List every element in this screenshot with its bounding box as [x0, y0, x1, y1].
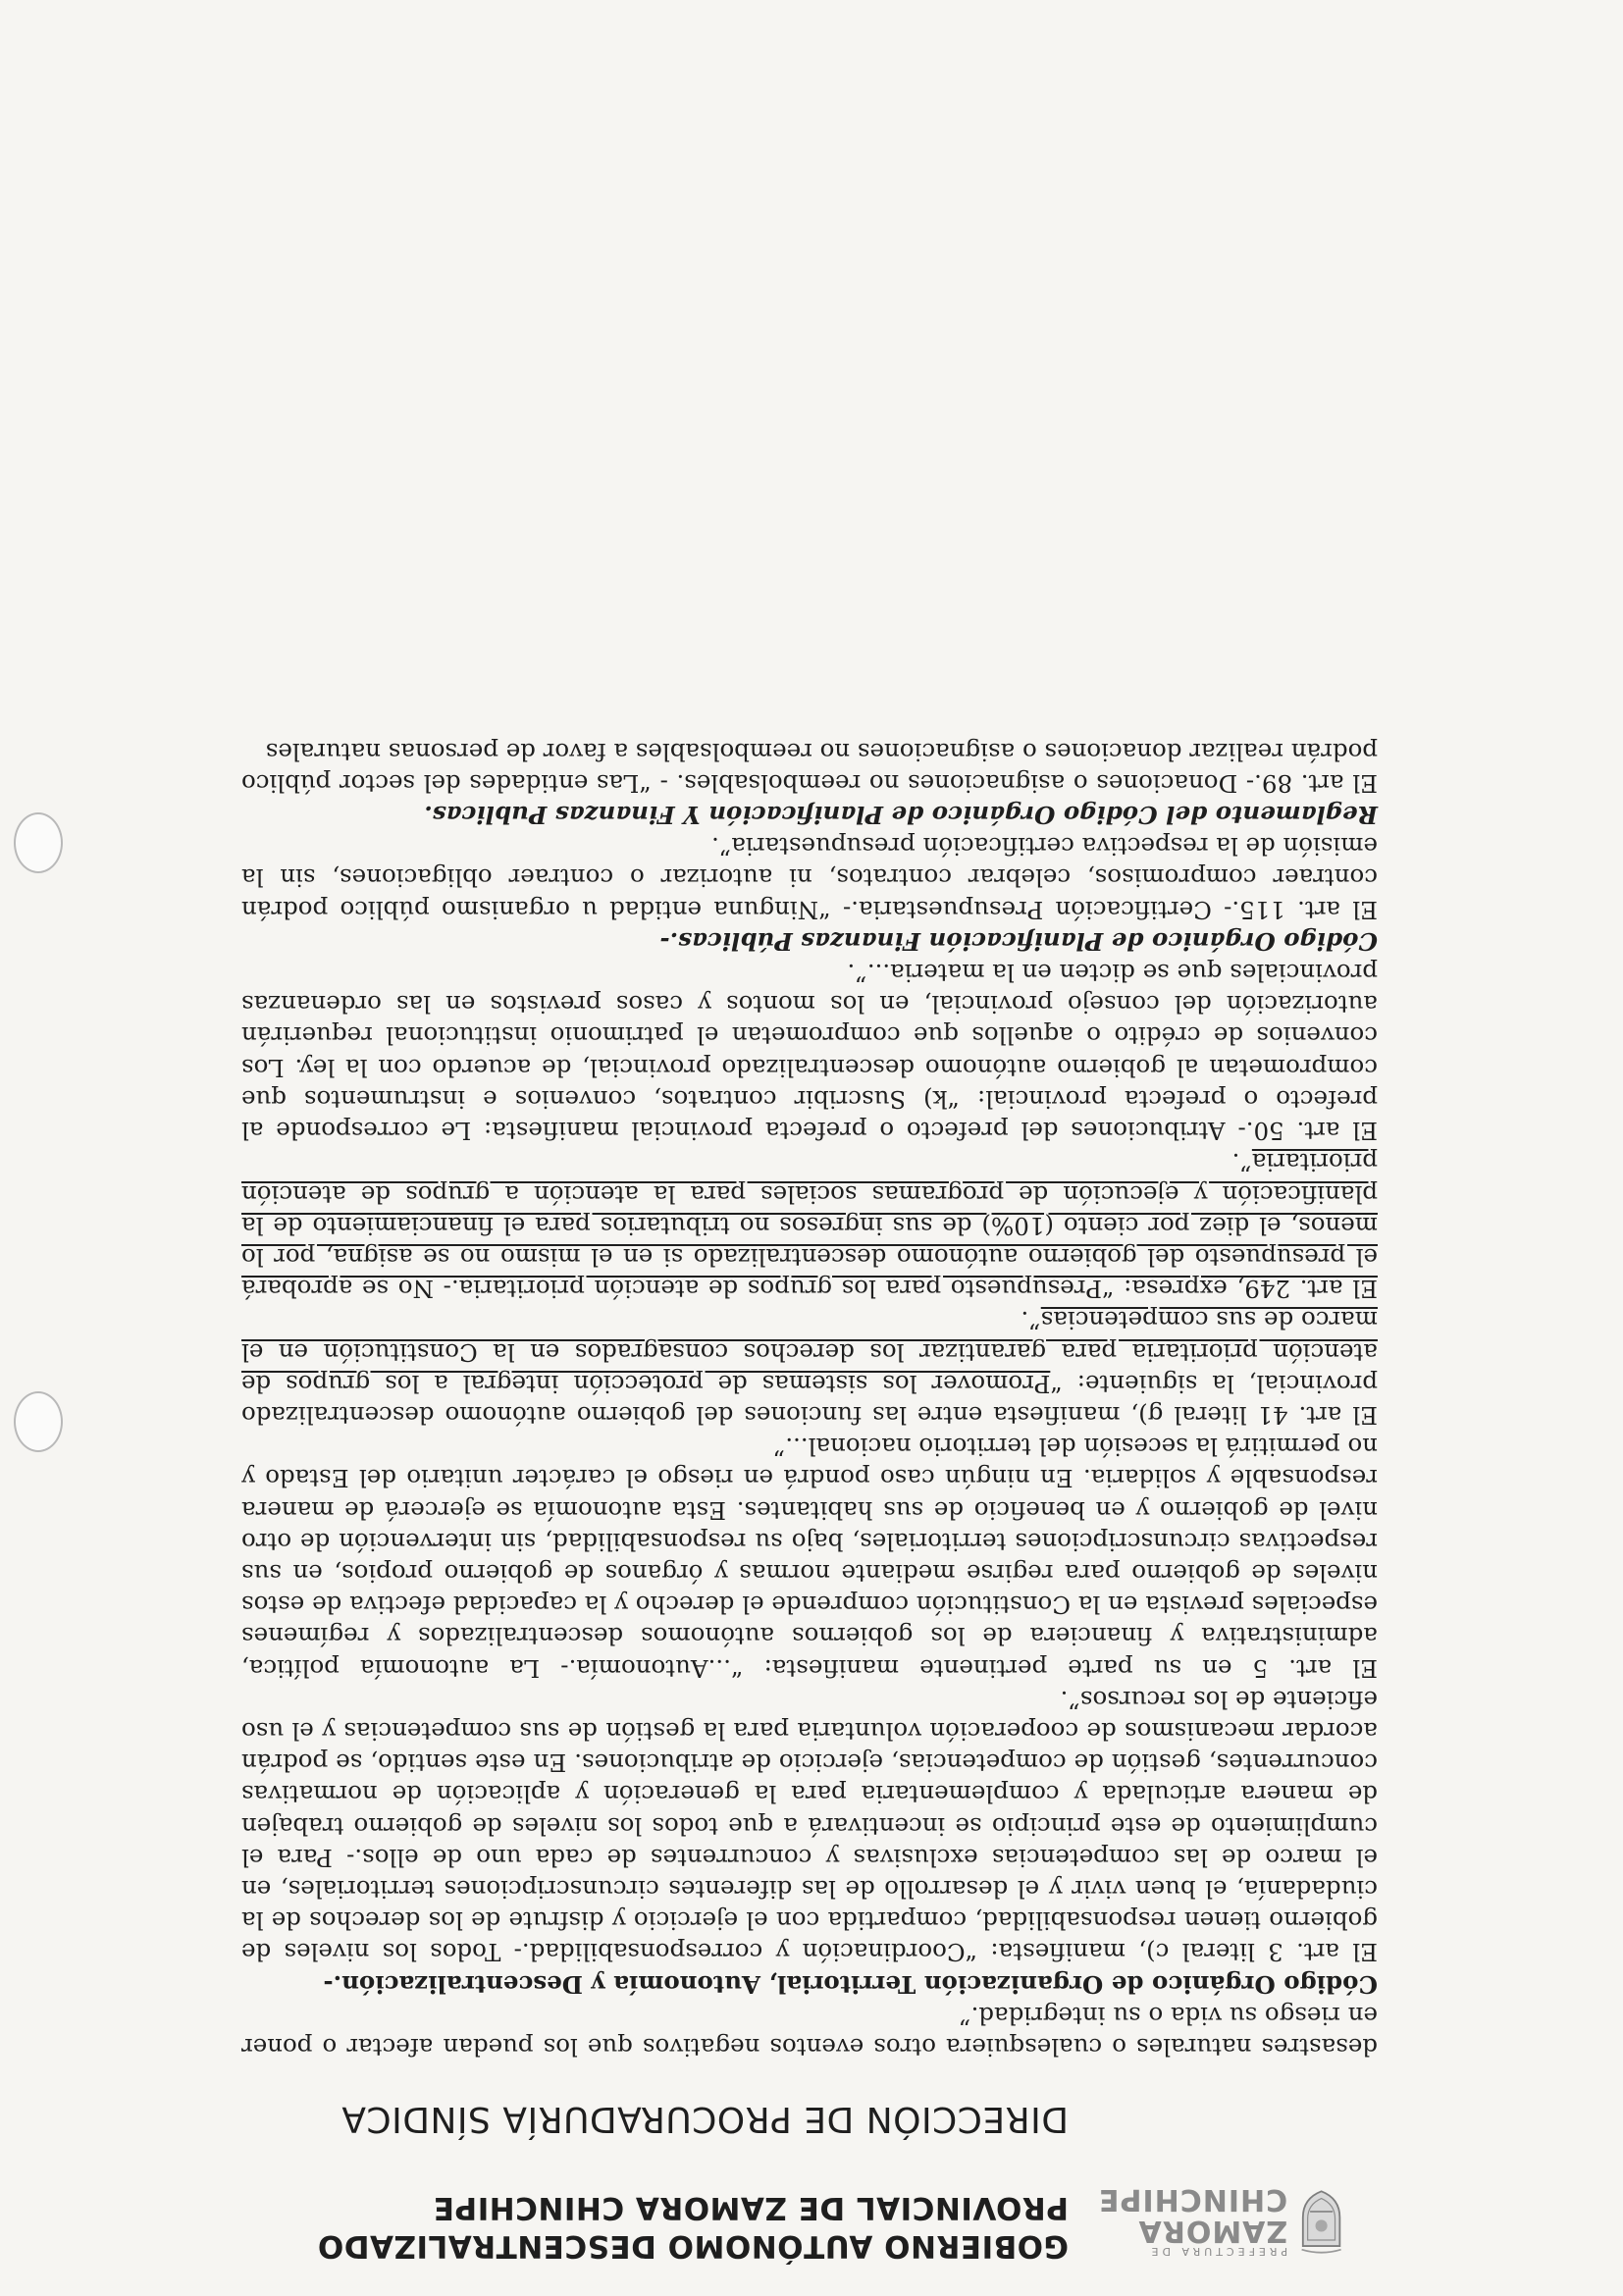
art-249-quote: El art. 249, expresa: “Presupuesto para los grupos de atención prioritaria.- No se aprobará el presupuesto del gobierno autónomo descentralizado si en el mismo no se asigna, por lo menos, el diez por ciento (10%) de sus ingresos no tributarios para el financiamiento de la planificación y ejecución de programas sociales para la atención a grupos de atención prioritaria: [241, 1148, 1378, 1304]
organization-title-line2: PROVINCIAL DE ZAMORA CHINCHIPE: [433, 2190, 1069, 2226]
logo-caption: PREFECTURA DE: [1147, 2245, 1288, 2259]
art-41-end: ”.: [1021, 1306, 1041, 1335]
art-5-paragraph: El art. 5 en su parte pertinente manifiesta: “...Autonomía.- La autonomía política, administrativa y financiera de los gobiernos autónomos descentralizados y regímenes especiales prevista en la Constitución comprende el derecho y la capacidad efectiva de estos niveles de gobierno para regirse mediante normas y órganos de gobierno propios, en sus respectivas circunscripciones territoriales, bajo su responsabilidad, sin intervención de otro nivel de gobierno y en beneficio de sus habitantes. Esta autonomía se ejercerá de manera responsable y solidaria. En ningún caso pondrá en riesgo el carácter unitario del Estado y no permitirá la secesión del territorio nacional...”: [241, 1433, 1378, 1683]
art-89-paragraph: El art. 89.- Donaciones o asignaciones no reembolsables. - “Las entidades del sector público podrán realizar donaciones o asignaciones no reembolsables a favor de personas naturales: [241, 737, 1378, 798]
art-3-paragraph: El art. 3 literal c), manifiesta: “Coordinación y corresponsabilidad.- Todos los niveles de gobierno tienen responsabilidad, compartida con el ejercicio y disfrute de los derechos de la ciudadanía, el buen vivir y el desarrollo de las diferentes circunscripciones territoriales, en el marco de las competencias exclusivas y concurrentes de cada uno de ellos.- Para el cumplimiento de este principio se incentivará a que todos los niveles de gobierno trabajen de manera articulada y complementaria para la generación y aplicación de normativas concurrentes, gestión de competencias, ejercicio de atribuciones. En este sentido, se podrán acordar mecanismos de cooperación voluntaria para la gestión de sus competencias y el uso eficiente de los recursos”.: [241, 1685, 1378, 1967]
art-249-end: ”.: [1231, 1148, 1252, 1177]
header-titles: [317, 2100, 1069, 2275]
art-249-paragraph: [241, 1146, 1378, 1304]
art-115-paragraph: El art. 115.- Certificación Presupuestaria.- “Ninguna entidad u organismo público podrán contraer compromisos, celebrar contratos, ni autorizar o contraer obligaciones, sin la emisión de la respectiva certificación presupuestaria”.: [241, 832, 1378, 924]
punch-hole-top: [14, 1391, 63, 1452]
art-41-paragraph: [241, 1304, 1378, 1431]
organization-title-line1: GOBIERNO AUTÓNOMO DESCENTRALIZADO: [317, 2228, 1069, 2264]
letterhead: [254, 2099, 1343, 2274]
punch-hole-bottom: [14, 812, 63, 873]
prefectura-logo: [1098, 2166, 1343, 2274]
coat-of-arms-icon: [1299, 2166, 1343, 2274]
reglamento-heading: Reglamento del Código Orgánico de Planificación Y Finanzas Publicas.: [424, 801, 1378, 830]
logo-name-line1: ZAMORA: [1137, 2213, 1288, 2248]
intro-paragraph: desastres naturales o cualesquiera otros eventos negativos que los puedan afectar o poner en riesgo su vida o su integridad.”: [241, 2001, 1378, 2061]
art-50-paragraph: El art. 50.- Atribuciones del prefecto o prefecta provincial manifiesta: Le corresponde al prefecto o prefecta provincial: “k) Suscribir contratos, convenios e instrumentos que comprometan al gobierno autónomo descentralizado provincial, de acuerdo con la ley. Los convenios de crédito o aquellos que comprometan el patrimonio institucional requerirán autorización del consejo provincial, en los montos y casos previstos en las ordenanzas provinciales que se dicten en la materia...”.: [241, 959, 1378, 1146]
art-41-quote: Promover los sistemas de protección integral a los grupos de atención prioritaria para garantizar los derechos consagrados en la Constitución en el marco de sus competencias: [241, 1306, 1378, 1398]
organization-title: [317, 2189, 1069, 2266]
document-body: [241, 735, 1378, 2062]
art-41-lead: El art. 41 literal g), manifiesta entre las funciones del gobierno autónomo descentralizado provincial, la siguiente: “: [241, 1369, 1378, 1430]
cootad-heading: Código Orgánico de Organización Territorial, Autonomía y Descentralización.-: [323, 1969, 1378, 1999]
department-title: DIRECCIÓN DE PROCURADURÍA SÍNDICA: [340, 2099, 1069, 2140]
logo-name-line2: CHINCHIPE: [1098, 2182, 1288, 2218]
planificacion-heading: Código Orgánico de Planificación Finanzas Públicas.-: [659, 926, 1378, 956]
